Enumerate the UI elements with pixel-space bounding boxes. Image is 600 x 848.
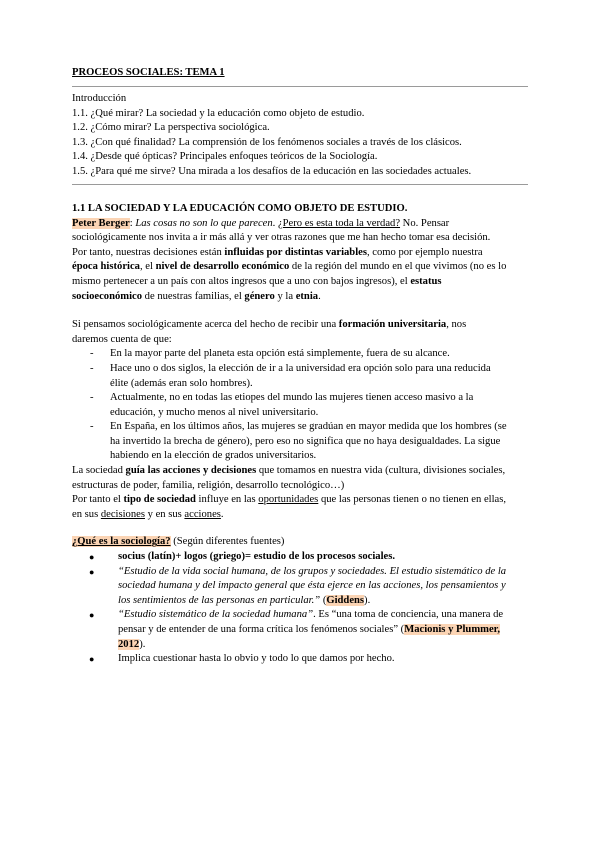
document-page [72, 66, 528, 667]
document-title: PROCEOS SOCIALES: TEMA 1 [72, 67, 225, 78]
list-item-text: ha invertido la brecha de género), pero eso no significa que no haya desigualdades. La sigue [110, 435, 501, 447]
underlined-term: oportunidades [258, 494, 319, 506]
text-span: . [220, 508, 224, 520]
underlined-term: acciones [184, 508, 221, 520]
section-what-is-sociology [72, 535, 528, 666]
bullet-text: “Estudio de la vida social humana, de los grupos y sociedades. El estudio sistemático de la [118, 565, 507, 577]
list-item-text: Hace uno o dos siglos, la elección de ir a la universidad era opción solo para una reducida [110, 362, 491, 374]
citation: Macionis y Plummer, [404, 624, 501, 635]
text-span: influye en las [195, 494, 259, 506]
bullet-text: los sentimientos de las personas en particular.” [118, 594, 321, 606]
bold-term: guía las acciones y decisiones [125, 465, 257, 477]
text-span: ). [364, 594, 371, 606]
bullet-text: socius (latín)+ logos (griego)= estudio de los procesos sociales. [118, 551, 396, 563]
subheading-note: (Según diferentes fuentes) [170, 536, 285, 548]
paragraph-university [72, 318, 528, 464]
dash-list [72, 347, 528, 464]
text-span: mismo pertenecer a un país con altos ingresos que a uno con bajos ingresos), el [72, 275, 411, 287]
text-span: Si pensamos sociológicamente acerca del hecho de recibir una [72, 319, 339, 331]
bullet-text: Implica cuestionar hasta lo obvio y todo lo que damos por hecho. [118, 653, 395, 665]
bold-term: socioeconómico [72, 290, 143, 302]
text-span: : [129, 217, 136, 229]
text-span: pensar y de entender de una forma crítica los fenómenos sociales” ( [118, 624, 405, 635]
text-span: Por tanto, nuestras decisiones están [72, 246, 225, 258]
divider [72, 184, 528, 185]
bold-term: tipo de sociedad [123, 494, 196, 506]
paragraph-berger: Peter Berger: Las cosas no son lo que parecen. ¿Pero es esta toda la verdad? No. Pensar sociológicamente nos invita a ir más allá y ver otras razones que me han hecho tomar esa decisión. Por tanto, nuestras decisiones están influidas por distintas variables, como por ejemplo nuestra época histórica, el nivel de desarrollo económico de la región del mundo en el que vivimos (no es lo mismo pertenecer a un país con altos ingresos que a uno con bajos ingresos), el estatus socioeconómico de nuestras familias, el género y la etnia. [72, 217, 528, 305]
toc-item: 1.2. ¿Cómo mirar? La perspectiva sociológica. [72, 122, 270, 134]
text-span: que las personas tienen o no tienen en ellas, [318, 494, 506, 506]
bold-term: formación universitaria [338, 319, 447, 331]
list-item [72, 347, 528, 362]
table-of-contents [72, 92, 528, 180]
section-heading: 1.1 LA SOCIEDAD Y LA EDUCACIÓN COMO OBJETO DE ESTUDIO. [72, 202, 408, 214]
list-item-text: educación, y mucho menos al nivel universitario. [110, 406, 319, 418]
text-span: y en sus [144, 508, 185, 520]
bold-term: estatus [410, 275, 442, 287]
subheading: ¿Qué es la sociología? [72, 536, 171, 548]
toc-item: 1.4. ¿Desde qué ópticas? Principales enfoques teóricos de la Sociología. [72, 151, 378, 163]
bullet-marker: ● [89, 610, 95, 621]
text-line: daremos cuenta de que: [72, 333, 172, 345]
text-span: que tomamos en nuestra vida (cultura, divisiones sociales, [256, 465, 506, 477]
bold-term: nivel de desarrollo económico [155, 261, 290, 273]
paragraph-society [72, 464, 528, 522]
citation: 2012 [118, 638, 140, 650]
list-item [72, 362, 528, 391]
text-span: y la [274, 290, 296, 302]
bold-term: etnia [295, 290, 319, 302]
underlined-term: decisiones [100, 508, 145, 520]
text-span: No. Pensar [400, 217, 450, 229]
dash-marker: - [90, 421, 94, 433]
list-item-text: Actualmente, no en todas las etiopes del mundo las mujeres tienen acceso masivo a la [110, 392, 474, 404]
list-item-text: En España, en los últimos años, las mujeres se gradúan en mayor medida que los hombres (se [110, 421, 507, 433]
list-item [72, 391, 528, 420]
list-item-text: habiendo en la elección de grados universitarios. [110, 450, 317, 462]
text-line: sociológicamente nos invita a ir más allá y ver otras razones que me han hecho tomar esa decisión. [72, 232, 491, 244]
text-span: , nos [446, 319, 467, 331]
bullet-marker: ● [89, 552, 95, 563]
text-span: , como por ejemplo nuestra [366, 246, 483, 258]
bullet-marker: ● [89, 654, 95, 665]
bullet-marker: ● [89, 566, 95, 577]
text-span: . [318, 290, 321, 302]
citation: Giddens [326, 594, 365, 606]
question: ¿Pero es esta toda la verdad? [277, 217, 401, 229]
text-span: La sociedad [72, 465, 126, 477]
text-span: , el [139, 261, 156, 273]
text-span: en sus [72, 508, 101, 520]
toc-item: 1.5. ¿Para qué me sirve? Una mirada a los desafíos de la educación en las sociedades actuales. [72, 165, 472, 177]
text-span: de nuestras familias, el [142, 290, 245, 302]
text-span: Por tanto el [72, 494, 124, 506]
bold-term: influidas por distintas variables [224, 246, 367, 258]
dash-marker: - [90, 392, 94, 404]
bold-term: época histórica [72, 261, 140, 273]
quote: Las cosas no son lo que parecen [135, 217, 273, 229]
text-span: de la región del mundo en el que vivimos (no es lo [289, 261, 507, 273]
dash-marker: - [90, 362, 94, 374]
text-span: . Es “una toma de conciencia, una manera de [313, 609, 504, 621]
divider [72, 86, 528, 87]
list-item-text: En la mayor parte del planeta esta opción está simplemente, fuera de su alcance. [110, 348, 450, 360]
toc-item: 1.3. ¿Con qué finalidad? La comprensión de los fenómenos sociales a través de los clásicos. [72, 136, 462, 148]
toc-item: Introducción [72, 93, 127, 104]
toc-item: 1.1. ¿Qué mirar? La sociedad y la educación como objeto de estudio. [72, 107, 365, 119]
list-item-text: élite (además eran solo hombres). [110, 377, 253, 389]
dash-marker: - [90, 348, 94, 360]
bold-term: género [244, 290, 275, 302]
bullet-text: “Estudio sistemático de la sociedad humana” [118, 609, 314, 621]
text-span: ). [139, 638, 146, 650]
text-line: estructuras de poder, familia, religión, desarrollo tecnológico…) [72, 479, 345, 491]
bullet-text: sociedad humana y del impacto general que ésta ejerce en las acciones, los pensamientos y [118, 580, 506, 592]
list-item [72, 420, 528, 464]
text-span: ( [320, 594, 327, 606]
author-name: Peter Berger [72, 217, 130, 229]
